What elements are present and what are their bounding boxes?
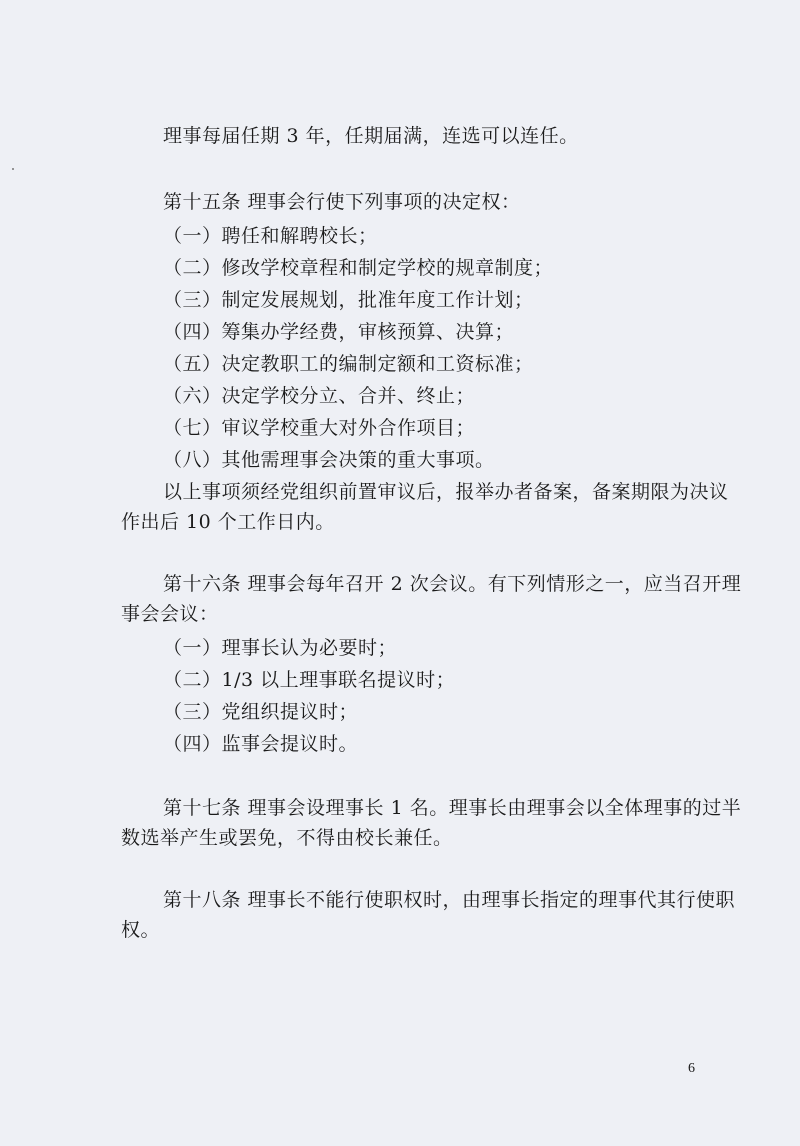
article-15-item-3: （三）制定发展规划，批准年度工作计划； (163, 289, 534, 311)
article-15-item-4: （四）筹集办学经费，审核预算、决算； (163, 321, 515, 343)
article-16-item-4: （四）监事会提议时。 (163, 733, 359, 755)
article-16-line-2: 事会会议： (121, 603, 219, 625)
article-15-item-6: （六）决定学校分立、合并、终止； (163, 385, 476, 407)
article-15-note-line-1: 以上事项须经党组织前置审议后，报举办者备案，备案期限为决议 (163, 481, 729, 503)
article-16-item-2: （二）1/3 以上理事联名提议时； (163, 669, 456, 691)
article-17-line-2: 数选举产生或罢免，不得由校长兼任。 (121, 827, 453, 849)
article-15-item-5: （五）决定教职工的编制定额和工资标准； (163, 353, 534, 375)
article-17-line-1: 第十七条 理事会设理事长 1 名。理事长由理事会以全体理事的过半 (163, 797, 742, 819)
term-paragraph: 理事每届任期 3 年，任期届满，连选可以连任。 (163, 125, 579, 147)
article-15-heading: 第十五条 理事会行使下列事项的决定权： (163, 191, 521, 213)
article-18-line-1: 第十八条 理事长不能行使职权时，由理事长指定的理事代其行使职 (163, 889, 736, 911)
article-15-item-1: （一）聘任和解聘校长； (163, 225, 378, 247)
article-16-item-1: （一）理事长认为必要时； (163, 637, 398, 659)
article-15-note-line-2: 作出后 10 个工作日内。 (121, 511, 335, 533)
scan-speck (12, 168, 14, 170)
page-number: 6 (688, 1061, 695, 1076)
article-18-line-2: 权。 (121, 919, 161, 941)
article-16-line-1: 第十六条 理事会每年召开 2 次会议。有下列情形之一，应当召开理 (163, 573, 742, 595)
article-15-item-2: （二）修改学校章程和制定学校的规章制度； (163, 257, 554, 279)
article-16-item-3: （三）党组织提议时； (163, 701, 359, 723)
article-15-item-7: （七）审议学校重大对外合作项目； (163, 417, 476, 439)
article-15-item-8: （八）其他需理事会决策的重大事项。 (163, 449, 495, 471)
